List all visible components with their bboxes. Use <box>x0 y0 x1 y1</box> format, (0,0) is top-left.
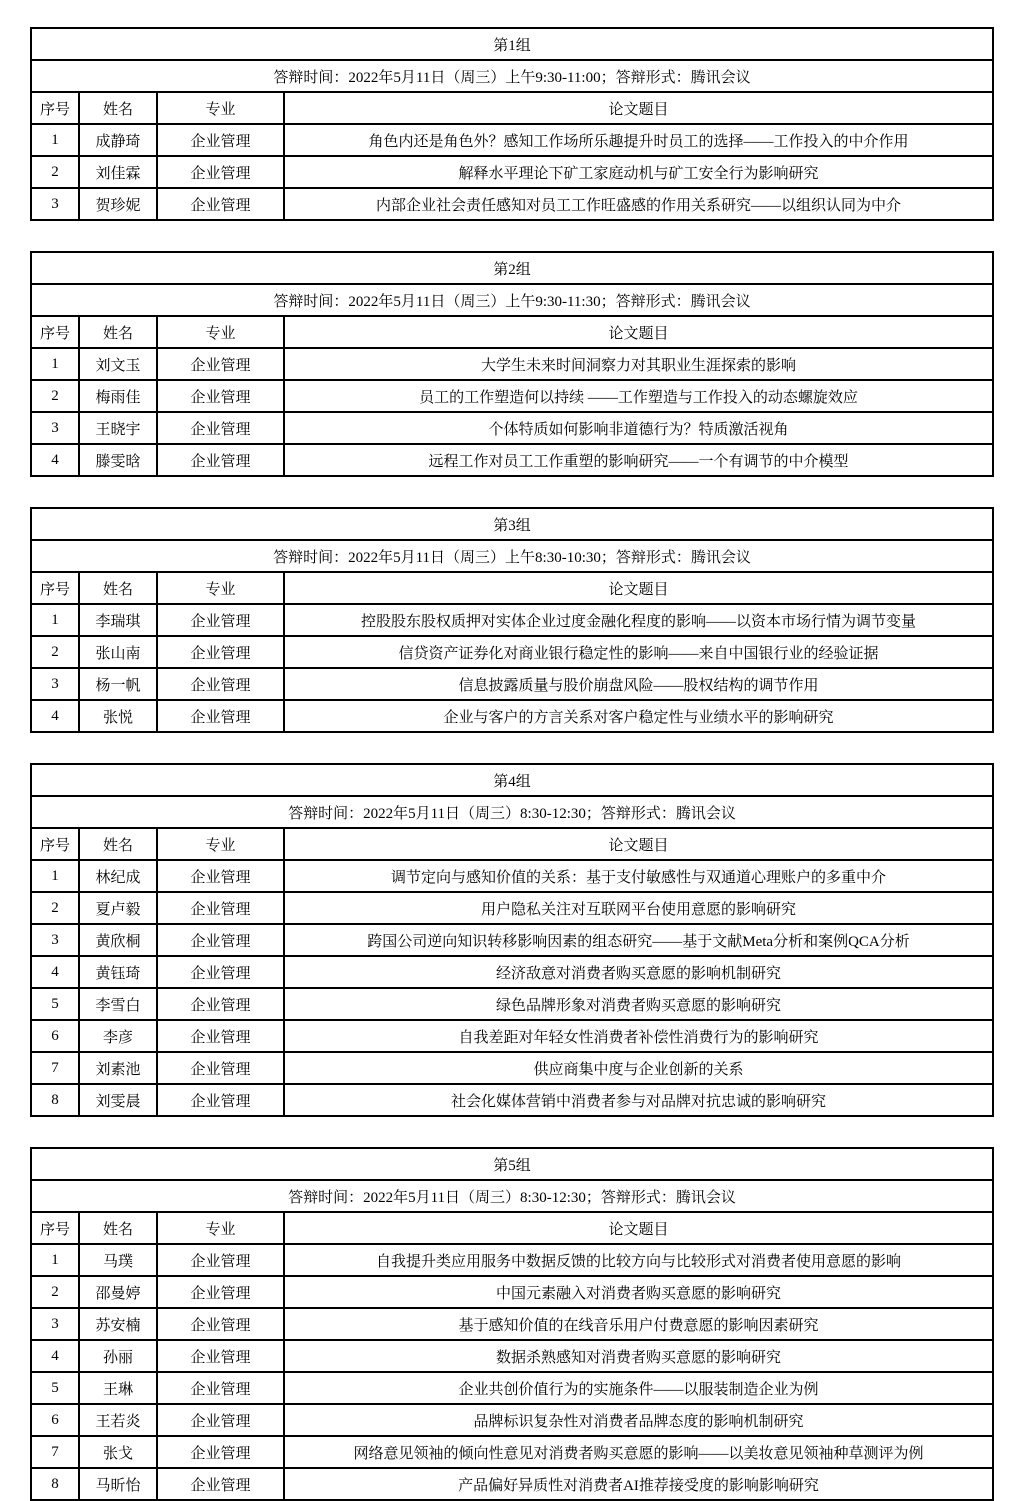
cell-title: 角色内还是角色外？感知工作场所乐趣提升时员工的选择——工作投入的中介作用 <box>284 124 993 156</box>
cell-name: 刘雯晨 <box>79 1084 157 1116</box>
cell-index: 2 <box>31 636 79 668</box>
cell-title: 解释水平理论下矿工家庭动机与矿工安全行为影响研究 <box>284 156 993 188</box>
cell-index: 1 <box>31 860 79 892</box>
cell-major: 企业管理 <box>157 444 284 476</box>
table-row <box>31 988 993 1020</box>
table-row <box>31 668 993 700</box>
cell-major: 企业管理 <box>157 860 284 892</box>
session-info-row <box>31 1180 993 1212</box>
col-header-name: 姓名 <box>79 92 157 124</box>
column-header-row <box>31 572 993 604</box>
cell-major: 企业管理 <box>157 188 284 220</box>
cell-title: 自我提升类应用服务中数据反馈的比较方向与比较形式对消费者使用意愿的影响 <box>284 1244 993 1276</box>
table-row <box>31 1276 993 1308</box>
col-header-title: 论文题目 <box>284 316 993 348</box>
table-row <box>31 444 993 476</box>
cell-title: 数据杀熟感知对消费者购买意愿的影响研究 <box>284 1340 993 1372</box>
cell-title: 大学生未来时间洞察力对其职业生涯探索的影响 <box>284 348 993 380</box>
session-info: 答辩时间：2022年5月11日（周三）上午8:30-10:30；答辩形式：腾讯会议 <box>31 540 993 572</box>
cell-name: 张山南 <box>79 636 157 668</box>
cell-major: 企业管理 <box>157 1084 284 1116</box>
col-header-major: 专业 <box>157 316 284 348</box>
cell-index: 5 <box>31 988 79 1020</box>
cell-name: 杨一帆 <box>79 668 157 700</box>
cell-major: 企业管理 <box>157 1468 284 1500</box>
session-info-row <box>31 796 993 828</box>
cell-title: 远程工作对员工工作重塑的影响研究——一个有调节的中介模型 <box>284 444 993 476</box>
col-header-name: 姓名 <box>79 316 157 348</box>
col-header-index: 序号 <box>31 1212 79 1244</box>
cell-name: 邵曼婷 <box>79 1276 157 1308</box>
col-header-title: 论文题目 <box>284 572 993 604</box>
col-header-title: 论文题目 <box>284 1212 993 1244</box>
cell-title: 供应商集中度与企业创新的关系 <box>284 1052 993 1084</box>
cell-title: 信息披露质量与股价崩盘风险——股权结构的调节作用 <box>284 668 993 700</box>
cell-name: 王若炎 <box>79 1404 157 1436</box>
col-header-major: 专业 <box>157 572 284 604</box>
session-info: 答辩时间：2022年5月11日（周三）上午9:30-11:30；答辩形式：腾讯会议 <box>31 284 993 316</box>
cell-major: 企业管理 <box>157 892 284 924</box>
cell-name: 孙丽 <box>79 1340 157 1372</box>
group-title: 第2组 <box>31 252 993 284</box>
cell-name: 李彦 <box>79 1020 157 1052</box>
table-row <box>31 124 993 156</box>
cell-name: 王晓宇 <box>79 412 157 444</box>
cell-name: 夏卢毅 <box>79 892 157 924</box>
column-header-row <box>31 92 993 124</box>
tables-container <box>30 27 994 1501</box>
cell-name: 梅雨佳 <box>79 380 157 412</box>
cell-title: 企业与客户的方言关系对客户稳定性与业绩水平的影响研究 <box>284 700 993 732</box>
column-header-row <box>31 316 993 348</box>
cell-title: 跨国公司逆向知识转移影响因素的组态研究——基于文献Meta分析和案例QCA分析 <box>284 924 993 956</box>
group-title-row <box>31 28 993 60</box>
table-row <box>31 188 993 220</box>
cell-index: 4 <box>31 1340 79 1372</box>
cell-index: 7 <box>31 1436 79 1468</box>
cell-name: 张戈 <box>79 1436 157 1468</box>
cell-major: 企业管理 <box>157 1244 284 1276</box>
cell-major: 企业管理 <box>157 636 284 668</box>
cell-major: 企业管理 <box>157 1436 284 1468</box>
cell-major: 企业管理 <box>157 668 284 700</box>
session-info-row <box>31 284 993 316</box>
group-title: 第5组 <box>31 1148 993 1180</box>
table-row <box>31 604 993 636</box>
cell-index: 2 <box>31 380 79 412</box>
cell-major: 企业管理 <box>157 956 284 988</box>
table-row <box>31 892 993 924</box>
cell-title: 个体特质如何影响非道德行为？特质激活视角 <box>284 412 993 444</box>
group-title-row <box>31 764 993 796</box>
table-row <box>31 348 993 380</box>
col-header-major: 专业 <box>157 92 284 124</box>
session-info: 答辩时间：2022年5月11日（周三）上午9:30-11:00；答辩形式：腾讯会议 <box>31 60 993 92</box>
table-row <box>31 1308 993 1340</box>
table-row <box>31 1052 993 1084</box>
cell-major: 企业管理 <box>157 348 284 380</box>
col-header-name: 姓名 <box>79 828 157 860</box>
cell-title: 企业共创价值行为的实施条件——以服装制造企业为例 <box>284 1372 993 1404</box>
group-title: 第3组 <box>31 508 993 540</box>
cell-index: 3 <box>31 412 79 444</box>
group-title-row <box>31 1148 993 1180</box>
col-header-index: 序号 <box>31 828 79 860</box>
cell-index: 6 <box>31 1020 79 1052</box>
cell-index: 2 <box>31 892 79 924</box>
col-header-name: 姓名 <box>79 572 157 604</box>
cell-title: 控股股东股权质押对实体企业过度金融化程度的影响——以资本市场行情为调节变量 <box>284 604 993 636</box>
cell-name: 马璞 <box>79 1244 157 1276</box>
table-row <box>31 1340 993 1372</box>
col-header-major: 专业 <box>157 828 284 860</box>
col-header-major: 专业 <box>157 1212 284 1244</box>
cell-name: 林纪成 <box>79 860 157 892</box>
cell-index: 4 <box>31 956 79 988</box>
table-row <box>31 412 993 444</box>
cell-index: 3 <box>31 1308 79 1340</box>
cell-name: 黄欣桐 <box>79 924 157 956</box>
cell-title: 调节定向与感知价值的关系：基于支付敏感性与双通道心理账户的多重中介 <box>284 860 993 892</box>
cell-name: 滕雯晗 <box>79 444 157 476</box>
cell-major: 企业管理 <box>157 988 284 1020</box>
table-row <box>31 956 993 988</box>
cell-major: 企业管理 <box>157 156 284 188</box>
table-row <box>31 1084 993 1116</box>
cell-major: 企业管理 <box>157 124 284 156</box>
defense-group-table <box>30 27 994 221</box>
cell-title: 社会化媒体营销中消费者参与对品牌对抗忠诚的影响研究 <box>284 1084 993 1116</box>
table-row <box>31 924 993 956</box>
col-header-index: 序号 <box>31 316 79 348</box>
table-row <box>31 636 993 668</box>
cell-title: 内部企业社会责任感知对员工工作旺盛感的作用关系研究——以组织认同为中介 <box>284 188 993 220</box>
table-row <box>31 1468 993 1500</box>
cell-name: 马昕怡 <box>79 1468 157 1500</box>
cell-major: 企业管理 <box>157 1372 284 1404</box>
cell-major: 企业管理 <box>157 1052 284 1084</box>
group-title: 第1组 <box>31 28 993 60</box>
cell-title: 产品偏好异质性对消费者AI推荐接受度的影响影响研究 <box>284 1468 993 1500</box>
cell-name: 王琳 <box>79 1372 157 1404</box>
cell-major: 企业管理 <box>157 924 284 956</box>
cell-major: 企业管理 <box>157 1308 284 1340</box>
defense-group-table <box>30 763 994 1117</box>
cell-index: 2 <box>31 1276 79 1308</box>
cell-index: 7 <box>31 1052 79 1084</box>
cell-title: 基于感知价值的在线音乐用户付费意愿的影响因素研究 <box>284 1308 993 1340</box>
group-title-row <box>31 252 993 284</box>
cell-index: 4 <box>31 700 79 732</box>
cell-name: 苏安楠 <box>79 1308 157 1340</box>
cell-index: 6 <box>31 1404 79 1436</box>
table-row <box>31 700 993 732</box>
table-row <box>31 1244 993 1276</box>
col-header-name: 姓名 <box>79 1212 157 1244</box>
col-header-title: 论文题目 <box>284 828 993 860</box>
cell-title: 信贷资产证券化对商业银行稳定性的影响——来自中国银行业的经验证据 <box>284 636 993 668</box>
cell-name: 张悦 <box>79 700 157 732</box>
cell-title: 网络意见领袖的倾向性意见对消费者购买意愿的影响——以美妆意见领袖种草测评为例 <box>284 1436 993 1468</box>
cell-name: 黄钰琦 <box>79 956 157 988</box>
cell-index: 3 <box>31 924 79 956</box>
group-title-row <box>31 508 993 540</box>
cell-index: 1 <box>31 604 79 636</box>
cell-name: 刘素池 <box>79 1052 157 1084</box>
cell-title: 经济敌意对消费者购买意愿的影响机制研究 <box>284 956 993 988</box>
cell-major: 企业管理 <box>157 380 284 412</box>
cell-name: 刘佳霖 <box>79 156 157 188</box>
cell-name: 刘文玉 <box>79 348 157 380</box>
cell-index: 5 <box>31 1372 79 1404</box>
table-row <box>31 380 993 412</box>
cell-index: 8 <box>31 1084 79 1116</box>
cell-index: 3 <box>31 188 79 220</box>
session-info-row <box>31 60 993 92</box>
cell-index: 1 <box>31 1244 79 1276</box>
cell-name: 贺珍妮 <box>79 188 157 220</box>
cell-name: 成静琦 <box>79 124 157 156</box>
cell-title: 品牌标识复杂性对消费者品牌态度的影响机制研究 <box>284 1404 993 1436</box>
cell-major: 企业管理 <box>157 412 284 444</box>
defense-group-table <box>30 251 994 477</box>
cell-index: 4 <box>31 444 79 476</box>
col-header-index: 序号 <box>31 572 79 604</box>
col-header-title: 论文题目 <box>284 92 993 124</box>
cell-title: 员工的工作塑造何以持续 ——工作塑造与工作投入的动态螺旋效应 <box>284 380 993 412</box>
cell-title: 绿色品牌形象对消费者购买意愿的影响研究 <box>284 988 993 1020</box>
cell-major: 企业管理 <box>157 700 284 732</box>
cell-name: 李雪白 <box>79 988 157 1020</box>
session-info: 答辩时间：2022年5月11日（周三）8:30-12:30；答辩形式：腾讯会议 <box>31 796 993 828</box>
cell-major: 企业管理 <box>157 1020 284 1052</box>
table-row <box>31 1372 993 1404</box>
cell-title: 用户隐私关注对互联网平台使用意愿的影响研究 <box>284 892 993 924</box>
table-row <box>31 1020 993 1052</box>
cell-major: 企业管理 <box>157 604 284 636</box>
table-row <box>31 1404 993 1436</box>
session-info-row <box>31 540 993 572</box>
cell-major: 企业管理 <box>157 1404 284 1436</box>
cell-name: 李瑞琪 <box>79 604 157 636</box>
cell-major: 企业管理 <box>157 1340 284 1372</box>
session-info: 答辩时间：2022年5月11日（周三）8:30-12:30；答辩形式：腾讯会议 <box>31 1180 993 1212</box>
table-row <box>31 1436 993 1468</box>
cell-index: 3 <box>31 668 79 700</box>
col-header-index: 序号 <box>31 92 79 124</box>
column-header-row <box>31 1212 993 1244</box>
cell-major: 企业管理 <box>157 1276 284 1308</box>
table-row <box>31 860 993 892</box>
column-header-row <box>31 828 993 860</box>
cell-index: 2 <box>31 156 79 188</box>
cell-title: 中国元素融入对消费者购买意愿的影响研究 <box>284 1276 993 1308</box>
table-row <box>31 156 993 188</box>
cell-index: 1 <box>31 348 79 380</box>
group-title: 第4组 <box>31 764 993 796</box>
cell-title: 自我差距对年轻女性消费者补偿性消费行为的影响研究 <box>284 1020 993 1052</box>
cell-index: 8 <box>31 1468 79 1500</box>
defense-group-table <box>30 507 994 733</box>
cell-index: 1 <box>31 124 79 156</box>
